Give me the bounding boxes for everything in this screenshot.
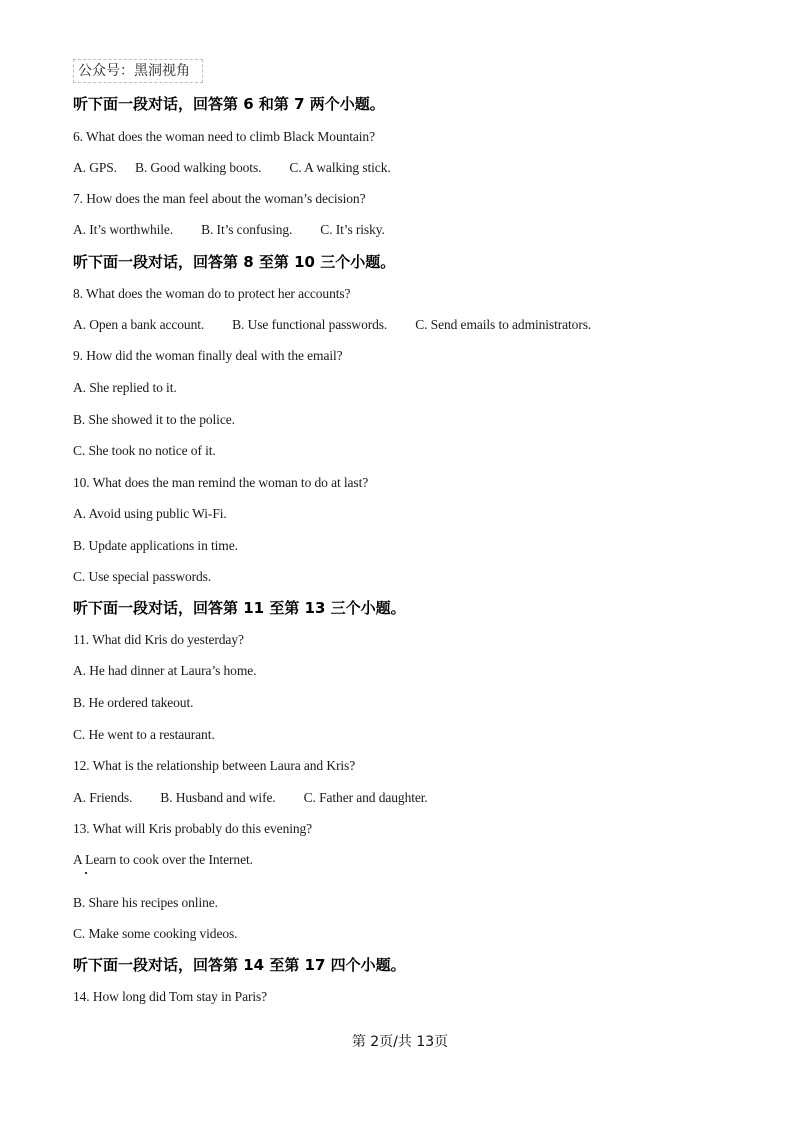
question-7: 7. How does the man feel about the woman’s decision? — [73, 191, 366, 206]
q6-option-b: B. Good walking boots. — [134, 160, 262, 175]
question-12: 12. What is the relationship between Laura and Kris? — [73, 758, 356, 773]
question-14: 14. How long did Tom stay in Paris? — [73, 989, 268, 1004]
question-11: 11. What did Kris do yesterday? — [73, 632, 244, 647]
watermark-label: 公众号：黑洞视角 — [73, 59, 203, 83]
q8-option-c: C. Send emails to administrators. — [415, 317, 592, 332]
q12-option-c: C. Father and daughter. — [303, 790, 428, 805]
q13-option-a: A Learn to cook over the Internet. — [73, 852, 253, 867]
q8-option-a: A. Open a bank account. — [73, 317, 205, 332]
q9-option-c: C. She took no notice of it. — [73, 443, 216, 458]
scan-speck — [85, 872, 87, 874]
q7-option-a: A. It’s worthwhile. — [73, 222, 174, 237]
question-9: 9. How did the woman finally deal with the email? — [73, 348, 343, 363]
q10-option-a: A. Avoid using public Wi-Fi. — [73, 506, 227, 521]
q11-option-b: B. He ordered takeout. — [73, 695, 194, 710]
q6-option-a: A. GPS. — [73, 160, 117, 175]
question-6-options — [73, 160, 391, 176]
q9-option-a: A. She replied to it. — [73, 380, 177, 395]
question-8-options — [73, 317, 591, 333]
section-heading-4: 听下面一段对话，回答第 14 至第 17 四个小题。 — [73, 956, 406, 974]
question-7-options — [73, 222, 385, 238]
question-12-options — [73, 790, 428, 806]
q8-option-b: B. Use functional passwords. — [232, 317, 388, 332]
question-10: 10. What does the man remind the woman to do at last? — [73, 475, 369, 490]
q7-option-b: B. It’s confusing. — [201, 222, 293, 237]
q13-option-c: C. Make some cooking videos. — [73, 926, 238, 941]
q11-option-a: A. He had dinner at Laura’s home. — [73, 663, 257, 678]
section-heading-3: 听下面一段对话，回答第 11 至第 13 三个小题。 — [73, 599, 406, 617]
section-heading-2: 听下面一段对话，回答第 8 至第 10 三个小题。 — [73, 253, 396, 271]
q11-option-c: C. He went to a restaurant. — [73, 727, 215, 742]
q7-option-c: C. It’s risky. — [320, 222, 385, 237]
q12-option-a: A. Friends. — [73, 790, 133, 805]
question-8: 8. What does the woman do to protect her accounts? — [73, 286, 351, 301]
question-13: 13. What will Kris probably do this evening? — [73, 821, 313, 836]
q10-option-c: C. Use special passwords. — [73, 569, 212, 584]
section-heading-1: 听下面一段对话，回答第 6 和第 7 两个小题。 — [73, 95, 385, 113]
q12-option-b: B. Husband and wife. — [160, 790, 276, 805]
q6-option-c: C. A walking stick. — [289, 160, 391, 175]
page-footer: 第 2页/共 13页 — [351, 1034, 449, 1050]
q10-option-b: B. Update applications in time. — [73, 538, 238, 553]
q13-option-b: B. Share his recipes online. — [73, 895, 218, 910]
q9-option-b: B. She showed it to the police. — [73, 412, 235, 427]
question-6: 6. What does the woman need to climb Black Mountain? — [73, 129, 375, 144]
